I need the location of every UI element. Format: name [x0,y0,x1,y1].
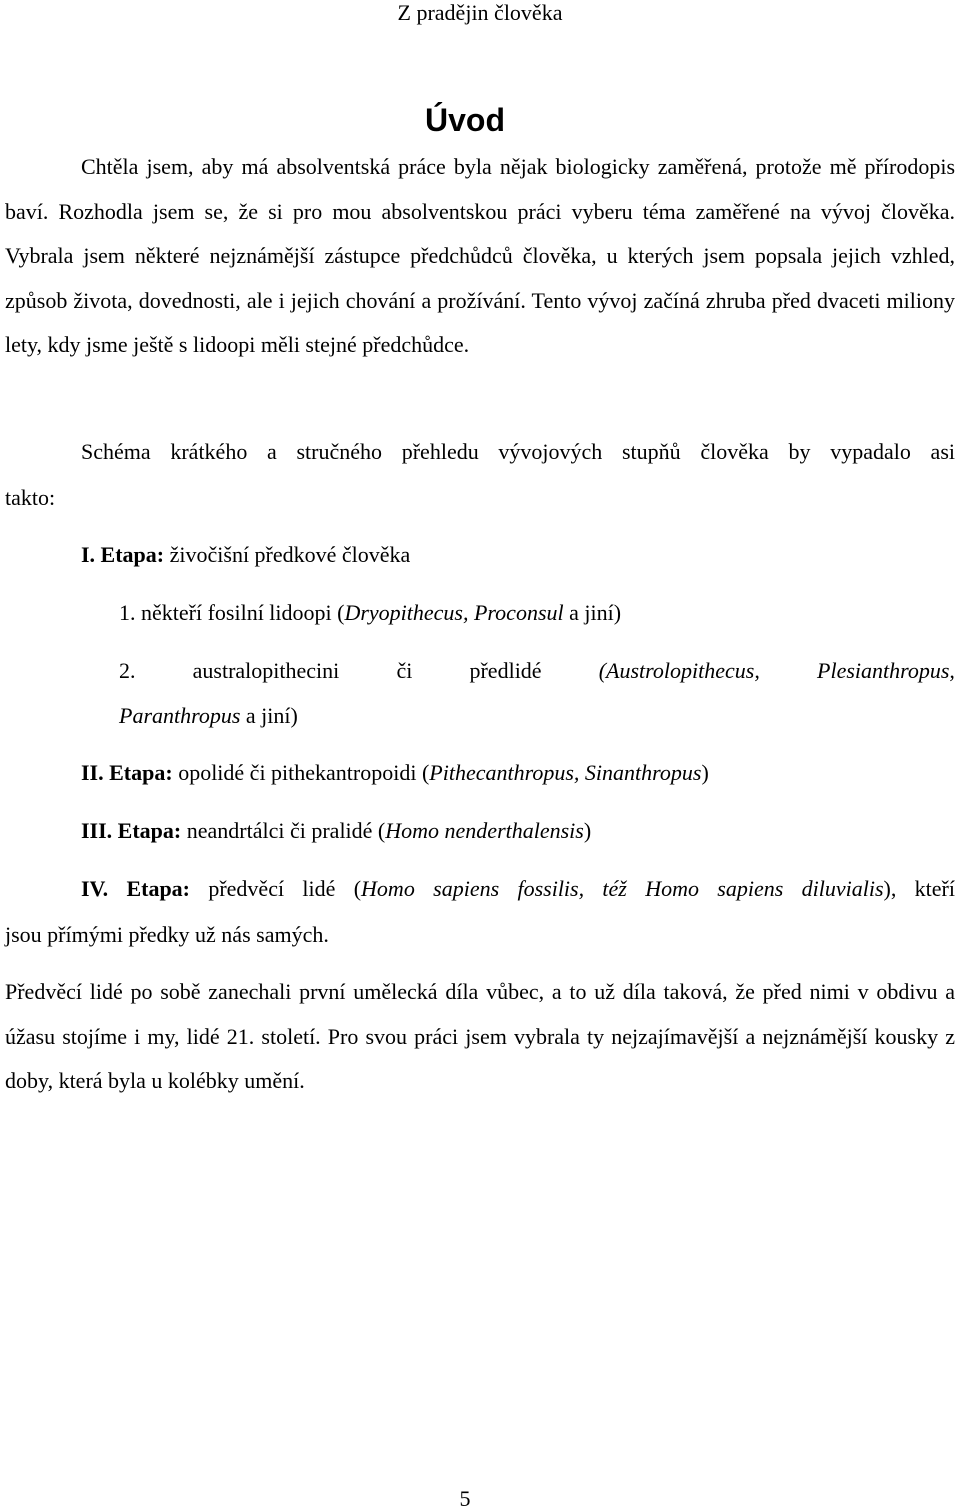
page-title: Úvod [425,102,505,138]
stage-4-label: IV. Etapa: [81,876,191,901]
stage-1-item-2-number: 2. [119,658,136,683]
stage-1-item-2-suffix: a jiní) [240,703,298,728]
stage-1-item-2-continuation [119,701,298,731]
running-header: Z pradějin člověka [397,0,563,25]
stage-2-label: II. Etapa: [81,760,173,785]
stage-1-item-1 [119,598,621,628]
stage-2-text: opolidé či pithekantropoidi ( [172,760,430,785]
stage-1-item-2-taxon-3: Paranthropus [119,703,241,728]
stage-3-taxa: Homo nenderthalensis [385,818,584,843]
stage-2-taxa: Pithecanthropus, Sinanthropus [429,760,702,785]
stage-1-label: I. Etapa: [81,542,165,567]
schema-intro-continuation: takto: [5,485,56,510]
schema-intro-line: Schéma krátkého a stručného přehledu vývojových stupňů člověka by vypadalo asi [81,439,955,464]
intro-paragraph: Chtěla jsem, aby má absolventská práce byla nějak biologicky zaměřená, protože mě přírodopis baví. Rozhodla jsem se, že si pro mou absolventskou práci vyberu téma zaměřené na vývoj člověka. Vybrala jsem některé nejznámější zástupce předchůdců člověka, u kterých jsem popsala jejich vzhled, způsob života, dovednosti, ale i jejich chování a prožívání. Tento vývoj začíná zhruba před dvaceti miliony lety, kdy jsme ještě s lidoopi měli stejné předchůdce. [5,154,955,358]
stage-1-item-2-word-1: australopithecini [192,658,340,683]
stage-4-suffix: ), kteří [883,876,955,901]
stage-4-taxa: Homo sapiens fossilis, též Homo sapiens diluvialis [361,876,884,901]
closing-paragraph: Předvěcí lidé po sobě zanechali první umělecká díla vůbec, a to už díla taková, že před nimi v obdivu a úžasu stojíme i my, lidé 21. století. Pro svou práci jsem vybrala ty nejzajímavější a nejznámější kousky z doby, která byla u kolébky umění. [5,979,955,1094]
stage-1-item-2-taxon-1: (Austrolopithecus, [598,658,760,683]
stage-4-continuation: jsou přímými předky už nás samých. [5,922,329,947]
stage-2 [81,758,709,788]
stage-1-item-2-word-2: či [396,658,413,683]
stage-3-label: III. Etapa: [81,818,182,843]
stage-3-suffix: ) [583,818,592,843]
stage-1-item-1-taxa: Dryopithecus, Proconsul [344,600,564,625]
stage-1-item-2 [119,656,955,686]
stage-1-item-1-prefix: 1. někteří fosilní lidoopi ( [119,600,345,625]
stage-1-item-2-word-3: předlidé [469,658,542,683]
stage-3-text: neandrtálci či pralidé ( [181,818,386,843]
stage-2-suffix: ) [701,760,709,785]
stage-1-item-2-taxon-2: Plesianthropus, [817,658,955,683]
stage-1-text: živočišní předkové člověka [164,542,411,567]
stage-1 [81,540,410,570]
stage-3 [81,816,591,846]
stage-4-text: předvěcí lidé ( [190,876,362,901]
page-number: 5 [459,1486,471,1511]
stage-4 [81,874,955,904]
stage-1-item-1-suffix: a jiní) [563,600,622,625]
